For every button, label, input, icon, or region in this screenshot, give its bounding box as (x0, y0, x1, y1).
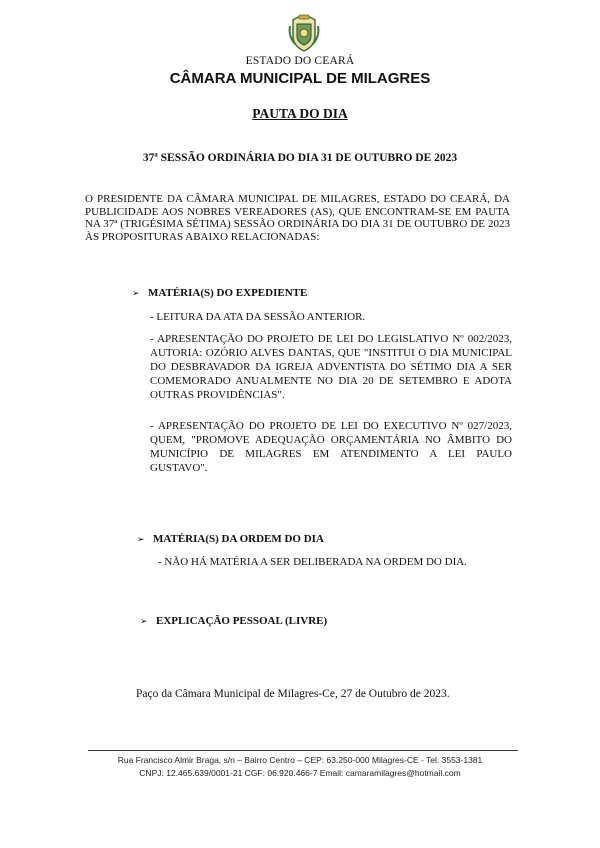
intro-paragraph: O PRESIDENTE DA CÂMARA MUNICIPAL DE MILAGRES, ESTADO DO CEARÁ, DA PUBLICIDADE AOS NOBRES VEREADORES (AS), QUE ENCONTRAM-SE EM PAUTA NA 37ª (TRIGÉSIMA SÉTIMA) SESSÃO ORDINÁRIA DO DIA 31 DE OUTUBRO DE 2023 ÀS PROPOSITURAS ABAIXO RELACIONADAS: (85, 193, 510, 243)
section-heading-expediente (132, 287, 307, 299)
footer-divider (88, 750, 518, 751)
chamber-name: CÂMARA MUNICIPAL DE MILAGRES (169, 70, 431, 87)
state-name: ESTADO DO CEARÁ (245, 55, 355, 67)
place-and-date: Paço da Câmara Municipal de Milagres-Ce, 27 de Outubro de 2023. (136, 688, 450, 700)
section-heading-label: EXPLICAÇÃO PESSOAL (LIVRE) (156, 615, 328, 627)
section-heading-explicacao (140, 615, 327, 627)
coat-of-arms-icon (287, 12, 321, 52)
arrow-bullet-icon: ➢ (140, 617, 148, 627)
arrow-bullet-icon: ➢ (132, 289, 140, 299)
arrow-bullet-icon: ➢ (137, 535, 145, 545)
agenda-item: - NÃO HÁ MATÉRIA A SER DELIBERADA NA ORDEM DO DIA. (158, 556, 467, 568)
footer-address: Rua Francisco Almir Braga, s/n – Bairro Centro – CEP: 63.250-000 Milagres-CE - Tel. 3553-1381 (117, 755, 483, 765)
footer-contact: CNPJ: 12.465.639/0001-21 CGF: 06.920.466-7 Email: camaramilagres@hotmail.com (139, 768, 461, 778)
document-title: PAUTA DO DIA (252, 106, 348, 121)
section-heading-label: MATÉRIA(S) DA ORDEM DO DIA (153, 533, 324, 545)
section-heading-ordem (137, 533, 324, 545)
agenda-item: - APRESENTAÇÃO DO PROJETO DE LEI DO LEGISLATIVO Nº 002/2023, AUTORIA: OZÓRIO ALVES DANTAS, QUE "INSTITUI O DIA MUNICIPAL DO DESBRAVADOR DA IGREJA ADVENTISTA DO SÉTIMO DIA A SER COMEMORADO ANUALMENTE NO DIA 20 DE SETEMBRO E ADOTA OUTRAS PROVIDÊNCIAS". (150, 333, 512, 401)
section-heading-label: MATÉRIA(S) DO EXPEDIENTE (148, 287, 308, 299)
agenda-item: - LEITURA DA ATA DA SESSÃO ANTERIOR. (150, 311, 366, 323)
agenda-item: - APRESENTAÇÃO DO PROJETO DE LEI DO EXECUTIVO Nº 027/2023, QUEM, "PROMOVE ADEQUAÇÃO ORÇAMENTÁRIA NO ÂMBITO DO MUNICÍPIO DE MILAGRES EM ATENDIMENTO A LEI PAULO GUSTAVO". (150, 420, 512, 474)
session-title: 37ª SESSÃO ORDINÁRIA DO DIA 31 DE OUTUBRO DE 2023 (142, 152, 458, 164)
